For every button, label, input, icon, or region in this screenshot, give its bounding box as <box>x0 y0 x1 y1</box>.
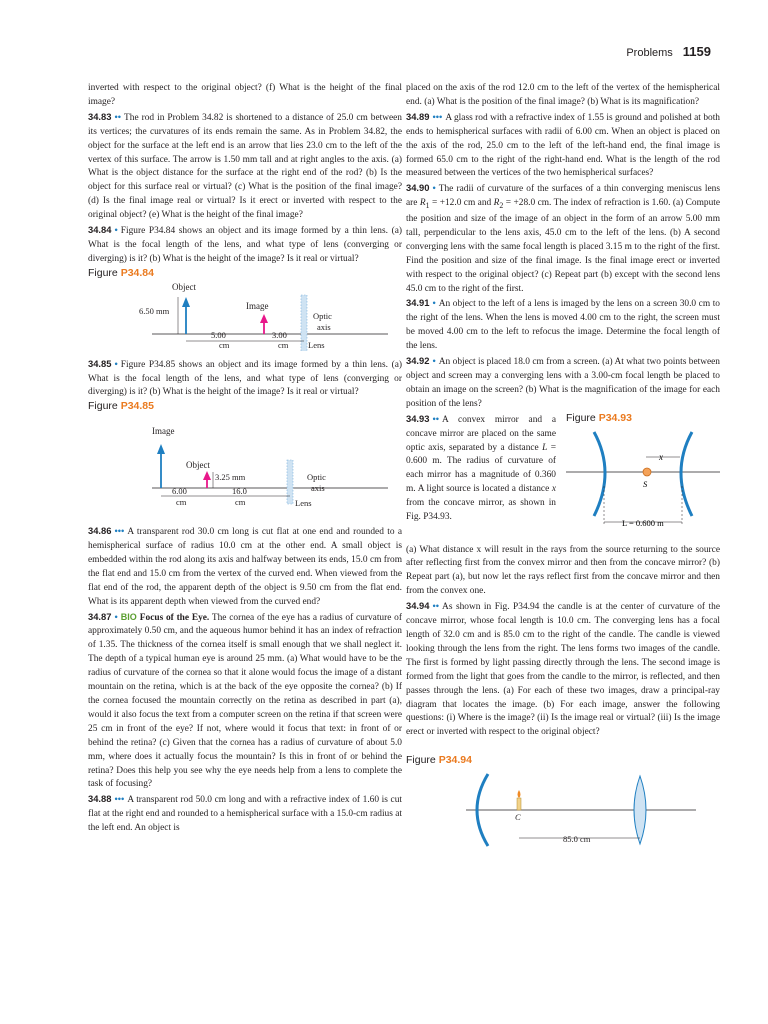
figure-p34-93-diagram <box>566 426 720 538</box>
problem-number: 34.93 <box>406 412 430 424</box>
light-source-icon <box>643 468 651 476</box>
height-label: 3.25 mm <box>215 472 246 483</box>
difficulty-dots: • <box>114 226 118 237</box>
problem-text: The rod in Problem 34.82 is shortened to a distance of 25.0 cm between its vertices; the curvatures of its ends remain the same. As in Problem 34.82, the object for the surface at the left end is an arrow that lies 23.0 cm to the left of the vertex of this surface. The arrow is 1.50 mm tall and at right angles to the axis. (a) What is the object distance for the surface at the right end of the rod? (b) Is the object for this surface real or virtual? (c) What is the position of the final image? (d) Is the final image real or virtual? Is it erect or inverted with respect to the original object? (e) What is the height of the final image? <box>88 112 402 221</box>
x-label: x <box>659 451 663 462</box>
continued-text: inverted with respect to the original object? (f) What is the height of the final image? <box>88 83 402 107</box>
difficulty-dots: ••• <box>114 795 125 806</box>
problem-34-87 <box>88 610 402 793</box>
difficulty-dots: • <box>432 299 436 310</box>
object-arrow-head <box>203 471 211 480</box>
problem-number: 34.91 <box>406 297 430 309</box>
distance-2-unit: cm <box>278 339 289 350</box>
candle-icon <box>517 798 521 810</box>
lens-label: Lens <box>295 498 312 509</box>
figure-p34-93 <box>566 412 720 544</box>
figure-p34-94 <box>406 768 720 860</box>
page-header <box>626 44 711 59</box>
problem-34-84 <box>88 223 402 267</box>
left-column <box>88 82 402 836</box>
problem-text: An object to the left of a lens is imaged by the lens on a screen 30.0 cm to the right of the lens. When the lens is moved 4.00 cm to the right, the screen must be moved 4.00 cm to the left to refocus the image. Determine the focal length of the lens. <box>406 299 720 352</box>
difficulty-dots: ••• <box>432 112 443 123</box>
problem-text: A transparent rod 30.0 cm long is cut flat at one end and rounded to a hemispherical surface of radius 10.0 cm at the other end. A small object is embedded within the rod along its axis and halfway between its ends, 15.0 cm from the flat end and 15.0 cm from the vertex of the curved end. When viewed from the flat end of the rod, the apparent depth of the object is 9.50 cm from the flat end. What is its apparent depth when viewed from the curved end? <box>88 527 402 607</box>
source-label: S <box>643 478 648 489</box>
problem-text: As shown in Fig. P34.94 the candle is at the center of curvature of the concave mirror, whose focal length is 10.0 cm. The converging lens has a focal length of 32.0 cm and is 85.0 cm to the right of the candle. The candle is viewed looking through the lens from the right. The lens forms two images of the candle. The first is formed by light passing directly through the lens. The second image is formed from the light that goes from the candle to the mirror, is reflected, and then passes through the lens. (a) For each of these two images, draw a principal-ray diagram that locates the image. (b) For each image, answer the following questions: (i) Where is the image? (ii) Is the image real or virtual? (iii) Is the image erect or inverted with respect to the original object? <box>406 602 720 738</box>
figure-p34-85 <box>88 414 402 524</box>
problem-34-93: 34.93 •• A convex mirror and a concave mirror are placed on the same optic axis, separated by a distance L = 0.600 m. The radius of curvature of each mirror has a magnitude of 0.360 m. A light source is located a distance x from the concave mirror, as shown in Fig. P34.93. <box>406 412 557 523</box>
bio-badge: BIO <box>120 611 137 622</box>
problem-number: 34.87 <box>88 610 112 622</box>
problem-number: 34.92 <box>406 355 430 367</box>
center-label: C <box>515 812 521 823</box>
problem-text: The cornea of the eye has a radius of curvature of approximately 0.50 cm, and the aqueous humor behind it has an index of refraction of 1.35. The thickness of the cornea itself is small enough that we shall neglect it. The depth of a typical human eye is around 25 mm. (a) What would have to be the radius of curvature of the cornea so that it alone would focus the image of a distant mountain on the retina, which is at the back of the eye opposite the cornea? (b) If the cornea focused the mountain correctly on the retina as described in part (a), would it also focus the text from a computer screen on the retina if that screen were 25 cm in front of the eye? If not, where would it focus that text: in front of or behind the retina? (c) Given that the cornea has a radius of curvature of about 5.0 mm, where does it actually focus the mountain? Is this in front of or behind the retina? Does this help you see why the eye needs help from a lens to complete the task of focusing? <box>88 612 402 790</box>
converging-lens <box>634 776 646 844</box>
object-label: Object <box>172 281 196 292</box>
problem-34-94 <box>406 599 720 740</box>
lens-shape <box>287 460 293 504</box>
distance-1-unit: cm <box>219 339 230 350</box>
object-label: Object <box>186 460 210 471</box>
problem-34-85 <box>88 357 402 401</box>
figure-p34-84-diagram <box>88 281 402 351</box>
continued-text: placed on the axis of the rod 12.0 cm to the left of the vertex of the hemispherical end. (a) What is the position of the final image? (b) What is its magnification? <box>406 83 720 107</box>
problem-34-83 <box>88 110 402 223</box>
problem-34-89 <box>406 110 720 182</box>
problem-34-91 <box>406 296 720 354</box>
difficulty-dots: •• <box>114 112 122 123</box>
difficulty-dots: • <box>114 359 118 370</box>
lens-shape <box>301 295 307 351</box>
lens-label: Lens <box>308 339 325 350</box>
object-arrow-head <box>182 297 190 307</box>
problem-number: 34.84 <box>88 224 112 236</box>
difficulty-dots: • <box>432 357 436 368</box>
flame-icon <box>518 790 521 798</box>
problem-34-93-row <box>406 412 720 544</box>
page-number: 1159 <box>682 44 711 59</box>
difficulty-dots: • <box>114 612 118 623</box>
distance-1-unit: cm <box>176 497 187 508</box>
section-title: Problems <box>626 47 673 59</box>
distance-1-value: 6.00 <box>172 486 187 497</box>
figure-p34-84 <box>88 281 402 357</box>
problem-text: An object is placed 18.0 cm from a screen. (a) At what two points between object and screen may a converging lens with a 3.00-cm focal length be placed to obtain an image on the screen? (b) What is the magnification of the image for each position of the lens? <box>406 357 720 409</box>
difficulty-dots: •• <box>432 602 440 613</box>
image-label: Image <box>152 426 175 437</box>
convex-mirror <box>594 432 605 516</box>
height-label: 6.50 mm <box>139 305 170 316</box>
optic-label: Optic <box>307 472 326 483</box>
concave-mirror <box>681 432 692 516</box>
problem-title: Focus of the Eye. <box>139 612 210 623</box>
axis-label: axis <box>317 321 331 332</box>
right-column <box>406 82 720 860</box>
problem-34-86 <box>88 524 402 609</box>
problem-text: A glass rod with a refractive index of 1.55 is ground and polished at both ends to hemispherical surfaces with radii of 6.00 cm. When an object is placed on the axis of the rod, 25.0 cm to the left of the left-hand end, the final image is formed 65.0 cm to the right of the right-hand end. What is the length of the rod measured between the vertices of the two hemispherical surfaces? <box>406 112 720 179</box>
distance-label: 85.0 cm <box>563 834 591 845</box>
L-label: L = 0.600 m <box>622 517 664 528</box>
optic-label: Optic <box>313 310 332 321</box>
distance-2-value: 16.0 <box>232 486 247 497</box>
problem-number: 34.85 <box>88 357 112 369</box>
figure-label-p34-85: Figure P34.85 <box>88 400 154 413</box>
figure-label-p34-94: Figure P34.94 <box>406 754 472 767</box>
problem-text: Figure P34.85 shows an object and its image formed by a thin lens. (a) What is the focal length of the lens, and what type of lens (converging or diverging) is it? (b) What is the height of the image? Is it real or virtual? <box>88 359 402 398</box>
problem-34-88 <box>88 792 402 836</box>
distance-2-unit: cm <box>235 497 246 508</box>
difficulty-dots: •• <box>432 414 440 425</box>
figure-label-p34-93: Figure P34.93 <box>566 411 632 424</box>
problem-number: 34.83 <box>88 110 112 122</box>
image-label: Image <box>246 300 269 311</box>
problem-34-93-continued: (a) What distance x will result in the rays from the source returning to the source after reflecting first from the convex mirror and then from the concave mirror? (b) Repeat part (a), but now let the rays reflect first from the concave mirror and then from the convex one. <box>406 544 720 597</box>
axis-label: axis <box>311 483 325 494</box>
problem-number: 34.89 <box>406 110 430 122</box>
distance-1-value: 5.00 <box>211 329 226 340</box>
problem-34-90: 34.90 • The radii of curvature of the surfaces of a thin converging meniscus lens are $R_1 = +12.0$ cm and $R_2 = +28.0$ cm. The index of refraction is 1.60. (a) Compute the position and size of the image of an object in the form of an arrow 5.00 mm tall, perpendicular to the lens axis, 45.0 cm to the left of the lens. (b) A second converging lens with the same focal length is placed 3.15 m to the right of the first. Find the position and size of the final image. Is the final image erect or inverted with respect to the original object? (c) Repeat part (b) except with the second lens 45.0 cm to the right of the first. <box>406 182 721 294</box>
figure-p34-85-diagram <box>88 414 402 518</box>
image-arrow-head <box>260 314 268 323</box>
image-arrow-head <box>157 444 165 454</box>
difficulty-dots: • <box>432 184 436 195</box>
problem-number: 34.86 <box>88 525 112 537</box>
difficulty-dots: ••• <box>114 527 125 538</box>
problem-text: Figure P34.84 shows an object and its image formed by a thin lens. (a) What is the focal length of the lens, and what type of lens (converging or diverging) is it? (b) What is the height of the image? Is it real or virtual? <box>88 226 402 264</box>
problem-number: 34.90 <box>406 182 430 194</box>
problem-number: 34.88 <box>88 793 112 805</box>
problem-text: A transparent rod 50.0 cm long and with a refractive index of 1.60 is cut flat at the right end and rounded to a hemispherical surface with a 15.0-cm radius at the left end. An object is <box>88 795 402 834</box>
problem-34-92 <box>406 354 720 412</box>
figure-p34-94-diagram <box>406 768 720 854</box>
problem-number: 34.94 <box>406 600 430 612</box>
distance-2-value: 3.00 <box>272 329 287 340</box>
figure-label-p34-84: Figure P34.84 <box>88 266 154 279</box>
